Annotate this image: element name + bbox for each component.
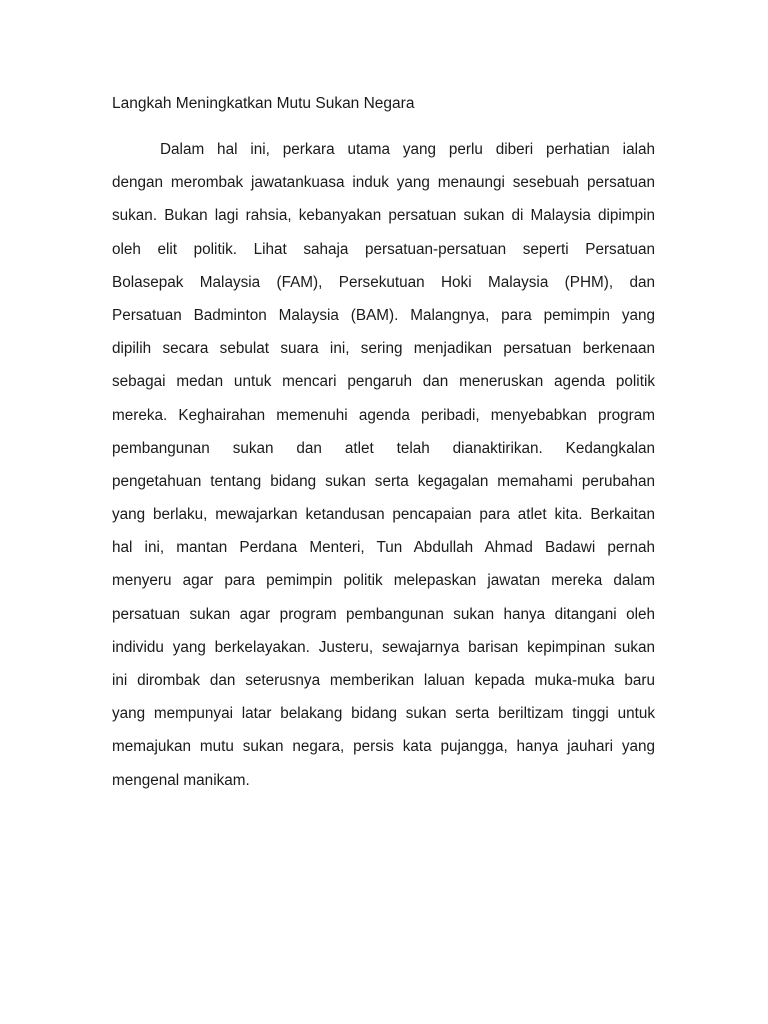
paragraph-line: yang mempunyai latar belakang bidang sukan serta beriltizam tinggi untuk xyxy=(112,705,655,723)
paragraph-line: Dalam hal ini, perkara utama yang perlu diberi perhatian ialah xyxy=(160,141,655,158)
paragraph-line: Persatuan Badminton Malaysia (BAM). Malangnya, para pemimpin yang xyxy=(112,306,655,324)
paragraph-line: hal ini, mantan Perdana Menteri, Tun Abdullah Ahmad Badawi pernah xyxy=(112,539,655,557)
paragraph-line: memajukan mutu sukan negara, persis kata pujangga, hanya jauhari yang xyxy=(112,738,655,756)
paragraph-line: yang berlaku, mewajarkan ketandusan pencapaian para atlet kita. Berkaitan xyxy=(112,506,655,524)
paragraph-line: Bolasepak Malaysia (FAM), Persekutuan Hoki Malaysia (PHM), dan xyxy=(112,273,655,291)
paragraph-line: sebagai medan untuk mencari pengaruh dan meneruskan agenda politik xyxy=(112,373,655,391)
paragraph-line: dipilih secara sebulat suara ini, sering menjadikan persatuan berkenaan xyxy=(112,340,655,358)
paragraph-line: mereka. Keghairahan memenuhi agenda peribadi, menyebabkan program xyxy=(112,406,655,424)
paragraph-line: ini dirombak dan seterusnya memberikan laluan kepada muka-muka baru xyxy=(112,672,655,689)
document-title: Langkah Meningkatkan Mutu Sukan Negara xyxy=(112,95,415,112)
paragraph-line: sukan. Bukan lagi rahsia, kebanyakan persatuan sukan di Malaysia dipimpin xyxy=(112,207,655,225)
body-paragraph xyxy=(112,137,655,801)
paragraph-line: mengenal manikam. xyxy=(112,771,250,789)
paragraph-line: pembangunan sukan dan atlet telah dianaktirikan. Kedangkalan xyxy=(112,439,655,457)
paragraph-line: individu yang berkelayakan. Justeru, sewajarnya barisan kepimpinan sukan xyxy=(112,638,655,656)
paragraph-line: dengan merombak jawatankuasa induk yang menaungi sesebuah persatuan xyxy=(112,174,655,192)
paragraph-line: pengetahuan tentang bidang sukan serta kegagalan memahami perubahan xyxy=(112,472,655,490)
paragraph-line: persatuan sukan agar program pembangunan sukan hanya ditangani oleh xyxy=(112,605,655,623)
paragraph-line: oleh elit politik. Lihat sahaja persatuan-persatuan seperti Persatuan xyxy=(112,240,655,258)
paragraph-line: menyeru agar para pemimpin politik melepaskan jawatan mereka dalam xyxy=(112,572,655,590)
